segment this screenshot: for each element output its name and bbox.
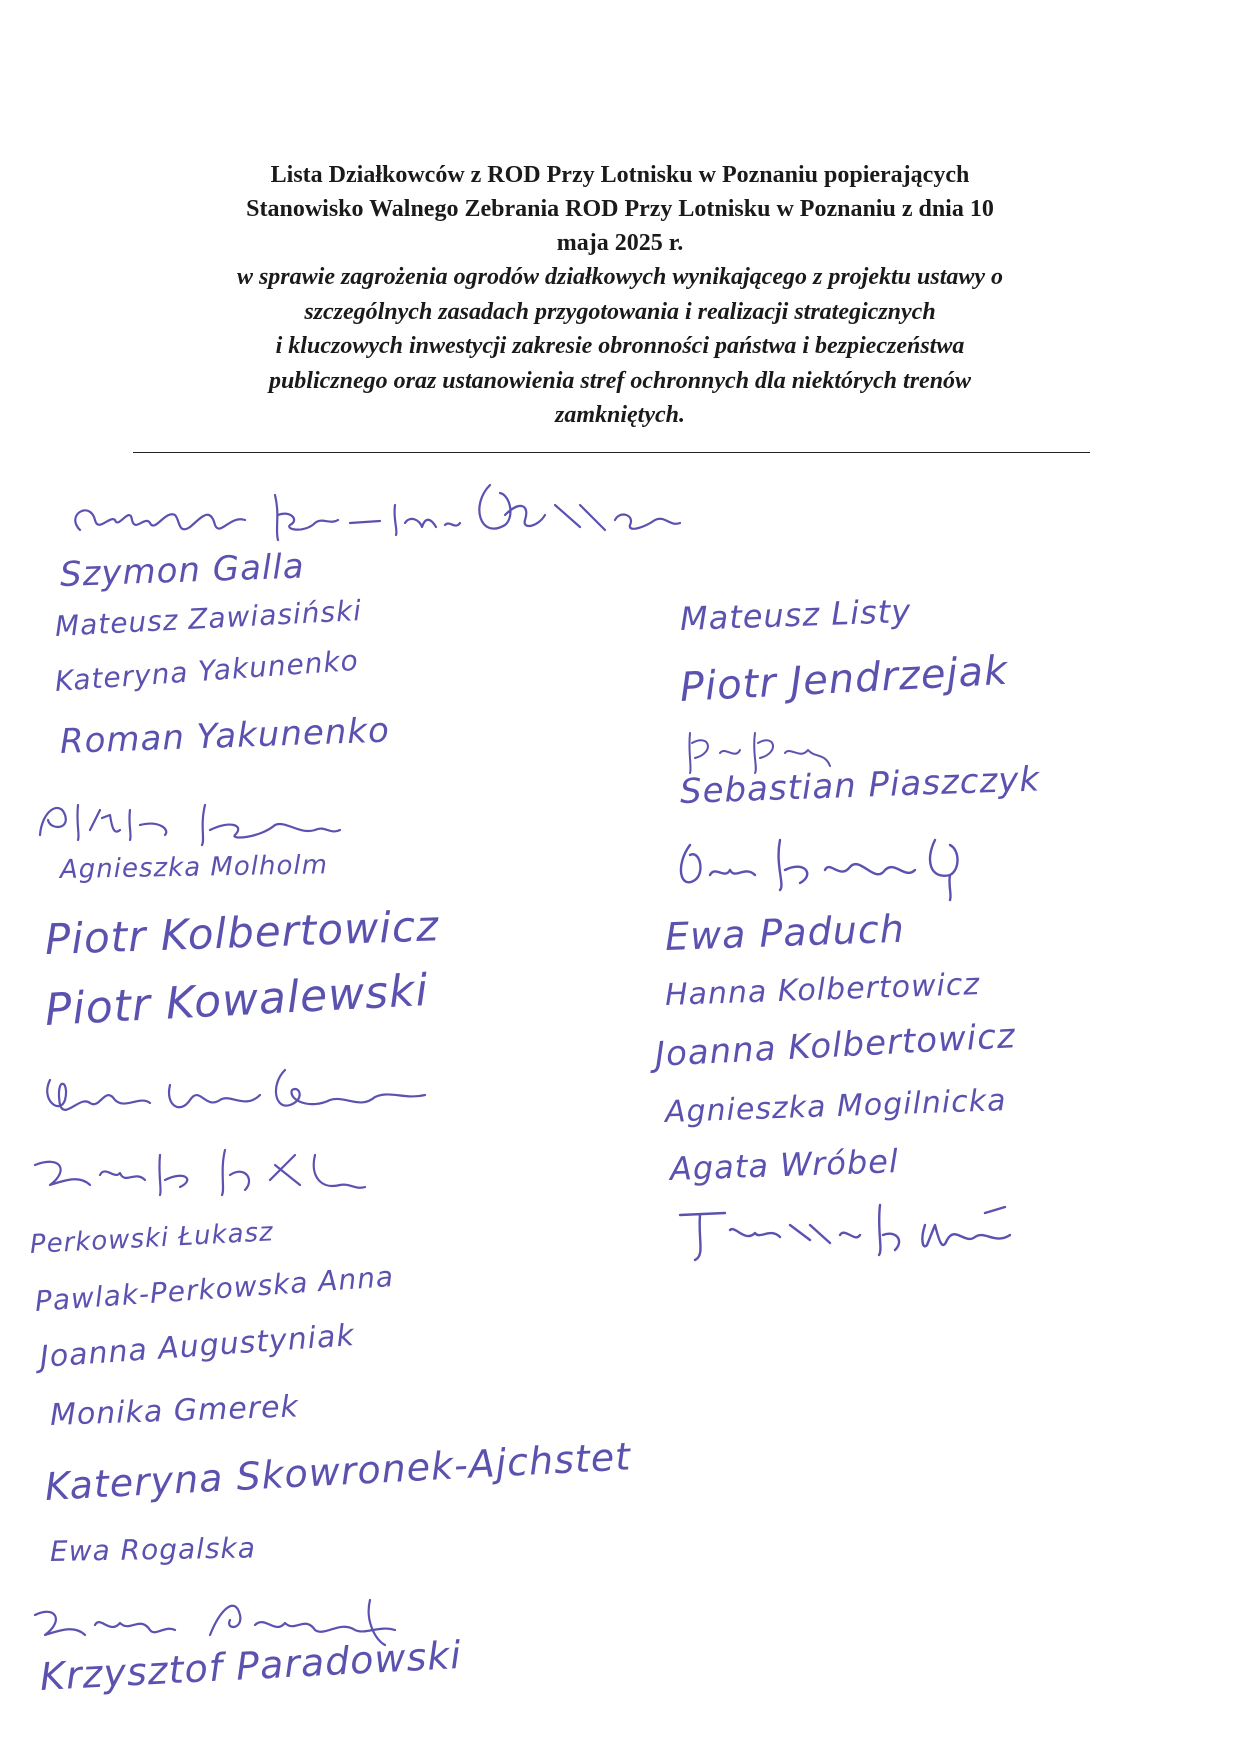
handwritten-signature-scribble (25, 1585, 425, 1655)
handwritten-signature-scribble (20, 1135, 400, 1210)
signature: Krzysztof Paradowski (38, 1632, 463, 1699)
signature: Monika Gmerek (49, 1389, 300, 1433)
subtitle-line-2: szczególnych zasadach przygotowania i realizacji strategicznych (304, 298, 936, 325)
document-header (130, 158, 1110, 433)
signature: Agnieszka Mogilnicka (664, 1083, 1007, 1130)
signature: Perkowski Łukasz (29, 1217, 275, 1260)
signature: Joanna Kolbertowicz (653, 1016, 1017, 1075)
signature: Piotr Kolbertowicz (44, 901, 440, 964)
header-divider (133, 452, 1090, 453)
signature: Mateusz Zawiasiński (54, 593, 363, 643)
handwritten-signature-scribble (665, 1195, 1035, 1270)
handwritten-signature-top (60, 475, 760, 555)
signature: Mateusz Listy (679, 591, 912, 638)
signature: Piotr Kowalewski (43, 964, 430, 1036)
subtitle-line-5: zamkniętych. (555, 402, 685, 428)
handwritten-signature-scribble (30, 1055, 460, 1135)
title-line-3: maja 2025 r. (556, 230, 684, 256)
signature: Kateryna Yakunenko (53, 643, 360, 698)
handwritten-signature-scribble (30, 790, 350, 850)
signature: Sebastian Piaszczyk (679, 759, 1041, 812)
signature: Hanna Kolbertowicz (664, 967, 981, 1013)
signature: Ewa Paduch (664, 906, 906, 959)
subtitle-line-3: i kluczowych inwestycji zakresie obronności państwa i bezpieczeństwa (275, 333, 965, 359)
signature: Agnieszka Molholm (59, 850, 329, 885)
signature: Szymon Galla (59, 546, 306, 595)
subtitle-line-4: publicznego oraz ustanowienia stref ochronnych dla niektórych trenów (268, 367, 972, 394)
handwritten-signature-scribble (680, 718, 900, 778)
signature: Kateryna Skowronek-Ajchstet (43, 1434, 633, 1509)
signature: Agata Wróbel (669, 1142, 900, 1188)
handwritten-signature-scribble (660, 825, 1000, 905)
signature: Ewa Rogalska (49, 1531, 257, 1568)
subtitle-line-1: w sprawie zagrożenia ogrodów działkowych wynikającego z projektu ustawy o (236, 264, 1004, 290)
title-line-2: Stanowisko Walnego Zebrania ROD Przy Lotnisku w Poznaniu z dnia 10 (246, 196, 994, 222)
title-line-1: Lista Działkowców z ROD Przy Lotnisku w Poznaniu popierających (270, 162, 970, 188)
signature: Roman Yakunenko (59, 710, 391, 762)
signature: Pawlak-Perkowska Anna (33, 1259, 396, 1318)
signature: Joanna Augustyniak (38, 1318, 356, 1375)
signature: Piotr Jendrzejak (678, 647, 1010, 711)
